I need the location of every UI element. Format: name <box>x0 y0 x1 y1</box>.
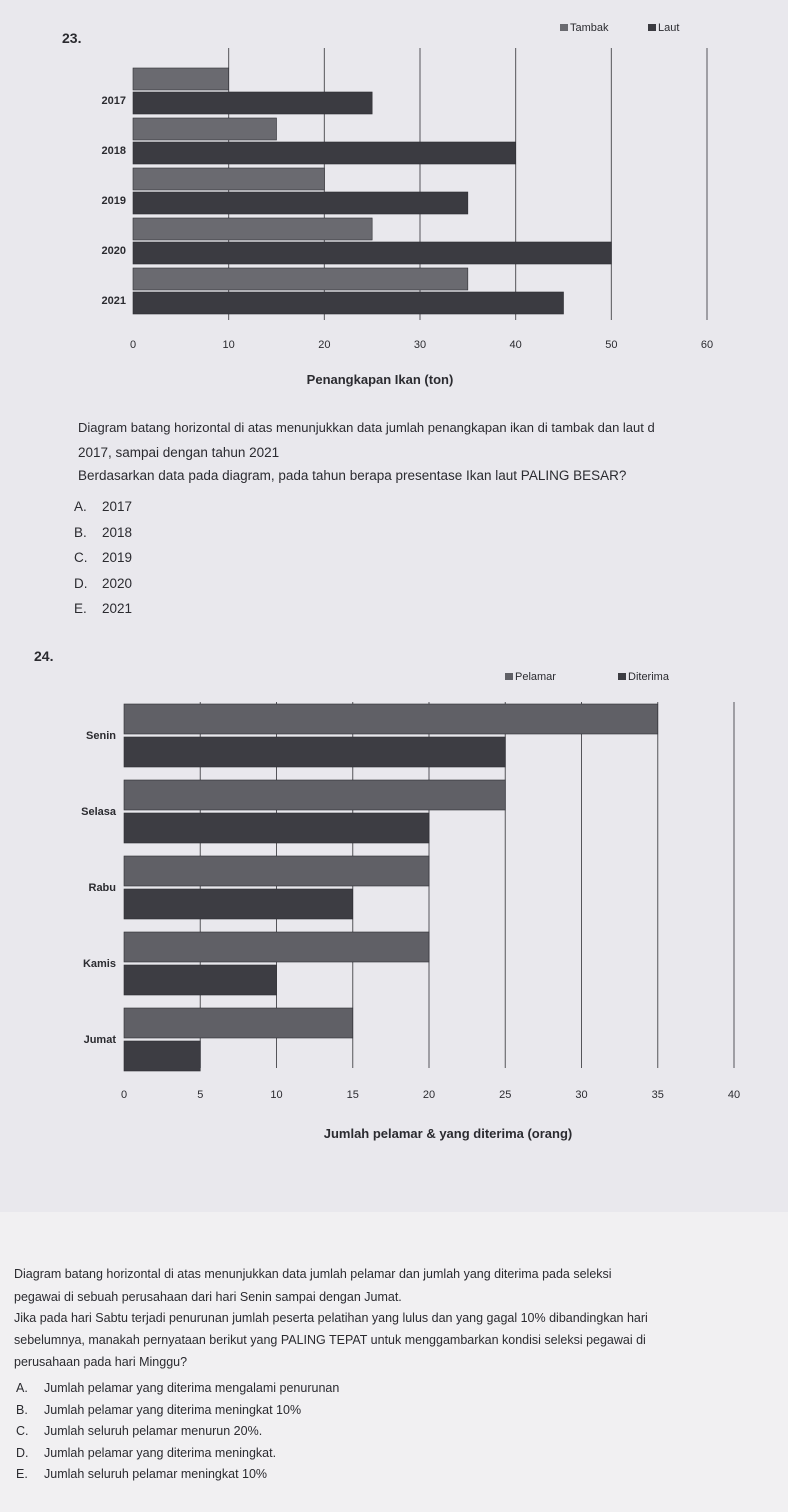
option-text: Jumlah seluruh pelamar menurun 20%. <box>44 1424 263 1438</box>
q24-intro-line4: sebelumnya, manakah pernyataan berikut yang PALING TEPAT untuk menggambarkan kondisi seleksi pegawai di <box>14 1333 646 1347</box>
option-letter: D. <box>16 1445 29 1460</box>
category-label: Senin <box>86 730 116 742</box>
category-label: Kamis <box>82 958 116 970</box>
category-label: 2018 <box>101 145 126 157</box>
category-label: Selasa <box>81 806 116 818</box>
option-text: Jumlah seluruh pelamar meningkat 10% <box>44 1467 268 1481</box>
tick-label: 5 <box>197 1089 204 1101</box>
bar-diterima-senin <box>124 737 505 767</box>
option-letter: C. <box>74 550 88 565</box>
tick-label: 15 <box>346 1089 359 1101</box>
bar-tambak-2020 <box>133 218 372 240</box>
option-text: 2021 <box>102 601 133 616</box>
tick-label: 20 <box>422 1089 436 1101</box>
q23-option-a[interactable] <box>74 499 132 514</box>
q23-intro-line2: 2017, sampai dengan tahun 2021 <box>78 445 280 460</box>
bar-pelamar-rabu <box>124 856 429 886</box>
q24-intro-line2: pegawai di sebuah perusahaan dari hari Senin sampai dengan Jumat. <box>14 1290 402 1304</box>
bar-laut-2017 <box>133 92 372 114</box>
q24-intro-line3: Jika pada hari Sabtu terjadi penurunan jumlah peserta pelatihan yang lulus dan yang gagal 10% dibandingkan hari <box>14 1311 648 1325</box>
tick-label: 30 <box>575 1089 588 1101</box>
bar-tambak-2017 <box>133 68 229 90</box>
bar-diterima-kamis <box>124 965 277 995</box>
category-label: 2021 <box>101 295 126 307</box>
bar-pelamar-jumat <box>124 1008 353 1038</box>
category-label: 2017 <box>101 95 126 107</box>
option-letter: E. <box>74 601 87 616</box>
bar-pelamar-senin <box>124 704 658 734</box>
q23-option-d[interactable] <box>74 576 132 591</box>
bar-diterima-rabu <box>124 889 353 919</box>
option-letter: B. <box>16 1402 28 1417</box>
option-text: 2017 <box>102 499 133 514</box>
axis-title: Penangkapan Ikan (ton) <box>306 372 454 387</box>
option-letter: A. <box>16 1381 28 1395</box>
legend-label-pelamar: Pelamar <box>515 671 556 683</box>
legend-label-laut: Laut <box>658 22 680 34</box>
tick-label: 25 <box>499 1089 512 1101</box>
option-text: 2019 <box>102 550 133 565</box>
q24-option-a[interactable] <box>16 1381 339 1395</box>
bar-laut-2018 <box>133 142 516 164</box>
q24-option-b[interactable] <box>16 1403 301 1417</box>
option-text: 2018 <box>102 524 133 540</box>
tick-label: 40 <box>727 1089 741 1101</box>
bar-laut-2021 <box>133 292 564 314</box>
category-label: Jumat <box>83 1034 116 1046</box>
option-text: Jumlah pelamar yang diterima mengalami penurunan <box>44 1381 340 1395</box>
q23-option-e[interactable] <box>74 601 132 616</box>
category-label: Rabu <box>88 882 116 894</box>
option-text: 2020 <box>102 575 133 591</box>
q24-option-c[interactable] <box>16 1424 262 1438</box>
tick-label: 50 <box>605 339 618 351</box>
option-letter: C. <box>16 1424 29 1438</box>
question-23-number: 23. <box>62 30 82 46</box>
tick-label: 60 <box>700 339 714 351</box>
q24-option-d[interactable] <box>16 1446 276 1460</box>
chart-fish-catch-svg <box>0 10 788 390</box>
legend-label-tambak: Tambak <box>570 22 609 34</box>
bar-diterima-selasa <box>124 813 429 843</box>
chart-applicants <box>0 660 788 1150</box>
tick-label: 20 <box>318 339 331 351</box>
option-text: Jumlah pelamar yang diterima meningkat. <box>44 1445 277 1460</box>
chart-fish-catch <box>0 10 788 390</box>
bar-diterima-jumat <box>124 1041 200 1071</box>
q24-option-e[interactable] <box>16 1467 267 1481</box>
q23-intro-line1: Diagram batang horizontal di atas menunjukkan data jumlah penangkapan ikan di tambak dan laut d <box>78 420 655 435</box>
option-letter: E. <box>16 1467 28 1481</box>
tick-label: 10 <box>222 339 235 351</box>
tick-label: 0 <box>129 339 137 351</box>
bar-tambak-2019 <box>133 168 324 190</box>
q23-option-c[interactable] <box>74 550 132 565</box>
tick-label: 0 <box>120 1089 128 1101</box>
legend-swatch-pelamar <box>505 673 513 680</box>
legend-swatch-diterima <box>618 673 626 680</box>
question-24-number: 24. <box>34 648 54 664</box>
tick-label: 35 <box>651 1089 664 1101</box>
tick-label: 30 <box>413 339 427 351</box>
q24-intro-line5: perusahaan pada hari Minggu? <box>14 1355 188 1369</box>
bar-pelamar-selasa <box>124 780 505 810</box>
bar-laut-2019 <box>133 192 468 214</box>
bar-pelamar-kamis <box>124 932 429 962</box>
legend-swatch-tambak <box>560 24 568 31</box>
legend-label-diterima: Diterima <box>628 671 669 683</box>
category-label: 2020 <box>101 245 126 257</box>
option-text: Jumlah pelamar yang diterima meningkat 10% <box>44 1402 302 1417</box>
legend-swatch-laut <box>648 24 656 31</box>
tick-label: 40 <box>509 339 522 351</box>
option-letter: D. <box>74 575 88 591</box>
bar-tambak-2021 <box>133 268 468 290</box>
option-letter: B. <box>74 524 87 540</box>
axis-title: Jumlah pelamar & yang diterima (orang) <box>323 1126 573 1141</box>
tick-label: 10 <box>270 1089 283 1101</box>
q23-question: Berdasarkan data pada diagram, pada tahun berapa presentase Ikan laut PALING BESAR? <box>78 468 627 483</box>
bar-laut-2020 <box>133 242 611 264</box>
option-letter: A. <box>74 499 87 514</box>
bar-tambak-2018 <box>133 118 277 140</box>
category-label: 2019 <box>101 195 126 207</box>
chart-applicants-svg <box>0 660 788 1150</box>
q23-option-b[interactable] <box>74 525 132 540</box>
q24-intro-line1: Diagram batang horizontal di atas menunjukkan data jumlah pelamar dan jumlah yang diterima pada seleksi <box>14 1267 612 1281</box>
